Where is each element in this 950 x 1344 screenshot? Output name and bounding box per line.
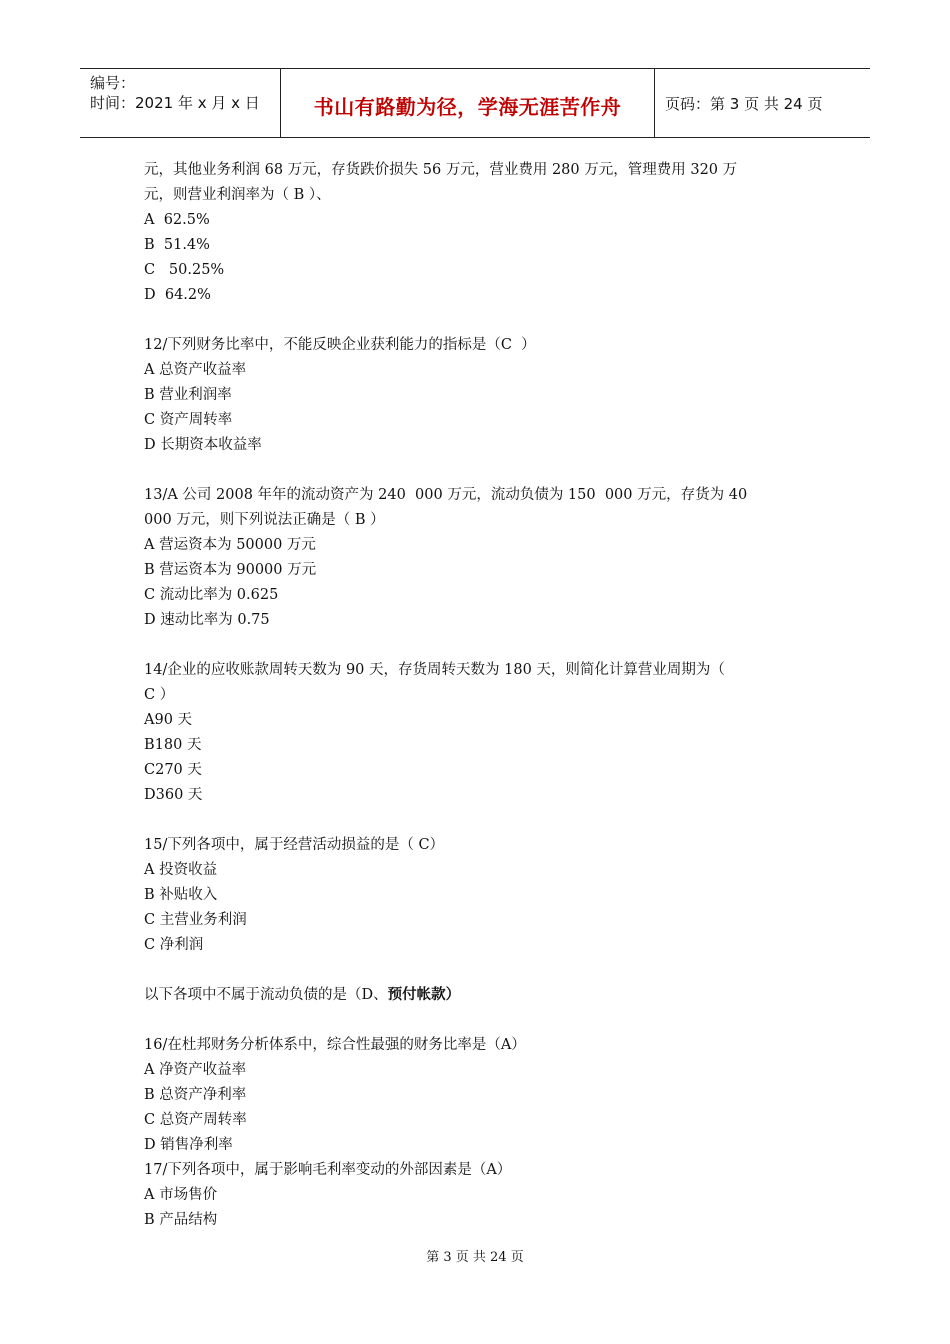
time-label: 时间：2021 年 x 月 x 日 <box>90 94 260 112</box>
q11-option-c: C 50.25% <box>144 262 225 278</box>
q11-option-b: B 51.4% <box>144 237 210 253</box>
q16-option-d: D 销售净利率 <box>144 1137 233 1153</box>
q14-option-a: A90 天 <box>144 712 193 728</box>
spacer <box>144 958 824 983</box>
q15-option-a: A 投资收益 <box>144 862 218 878</box>
q13-option-b: B 营运资本为 90000 万元 <box>144 562 317 578</box>
q14-option-c: C270 天 <box>144 762 202 778</box>
header-right-cell <box>655 69 870 137</box>
q14-option-b: B180 天 <box>144 737 202 753</box>
q16-option-c: C 总资产周转率 <box>144 1112 247 1128</box>
page-header <box>80 68 870 138</box>
q15-stem: 15/下列各项中，属于经营活动损益的是（ C） <box>144 837 445 853</box>
q15-option-d: C 净利润 <box>144 937 204 953</box>
spacer <box>144 1008 824 1033</box>
q12-option-d: D 长期资本收益率 <box>144 437 262 453</box>
document-body <box>144 158 824 1233</box>
q11-option-a: A 62.5% <box>144 212 210 228</box>
spacer <box>144 458 824 483</box>
q16-option-b: B 总资产净利率 <box>144 1087 247 1103</box>
spacer <box>144 808 824 833</box>
q13-stem-line1: 13/A 公司 2008 年年的流动资产为 240 000 万元，流动负债为 150 000 万元，存货为 40 <box>144 487 748 503</box>
spacer <box>144 633 824 658</box>
q12-option-c: C 资产周转率 <box>144 412 233 428</box>
q11-option-d: D 64.2% <box>144 287 211 303</box>
q12-option-b: B 营业利润率 <box>144 387 232 403</box>
q12-stem: 12/下列财务比率中，不能反映企业获利能力的指标是（C ） <box>144 337 536 353</box>
header-motto: 书山有路勤为径，学海无涯苦作舟 <box>313 95 622 119</box>
spacer <box>144 308 824 333</box>
q17-option-a: A 市场售价 <box>144 1187 218 1203</box>
q11-stem-line1: 元，其他业务利润 68 万元，存货跌价损失 56 万元，营业费用 280 万元，管理费用 320 万 <box>144 162 738 178</box>
q16-stem: 16/在杜邦财务分析体系中，综合性最强的财务比率是（A） <box>144 1037 526 1053</box>
q13-option-c: C 流动比率为 0.625 <box>144 587 279 603</box>
q16-option-a: A 净资产收益率 <box>144 1062 247 1078</box>
q14-stem-line1: 14/企业的应收账款周转天数为 90 天，存货周转天数为 180 天，则简化计算营业周期为（ <box>144 662 725 678</box>
q13-option-a: A 营运资本为 50000 万元 <box>144 537 316 553</box>
number-label: 编号： <box>90 74 136 92</box>
header-page-info: 页码：第 3 页 共 24 页 <box>665 95 823 113</box>
q17-option-b: B 产品结构 <box>144 1212 218 1228</box>
q17-stem: 17/下列各项中，属于影响毛利率变动的外部因素是（A） <box>144 1162 512 1178</box>
q13-stem-line2: 000 万元，则下列说法正确是（ B ） <box>144 512 385 528</box>
page-footer: 第 3 页 共 24 页 <box>426 1250 524 1265</box>
q14-option-d: D360 天 <box>144 787 203 803</box>
extra-question-answer: 预付帐款） <box>387 987 461 1003</box>
extra-question-text: 以下各项中不属于流动负债的是（D、 <box>144 987 388 1003</box>
q14-stem-line2: C ） <box>144 687 175 703</box>
header-middle-cell <box>281 69 655 137</box>
q15-option-b: B 补贴收入 <box>144 887 218 903</box>
header-left-cell <box>80 69 281 137</box>
q13-option-d: D 速动比率为 0.75 <box>144 612 270 628</box>
q11-stem-line2: 元，则营业利润率为（ B ）、 <box>144 187 331 203</box>
q15-option-c: C 主营业务利润 <box>144 912 247 928</box>
extra-question <box>144 983 824 1008</box>
q12-option-a: A 总资产收益率 <box>144 362 247 378</box>
